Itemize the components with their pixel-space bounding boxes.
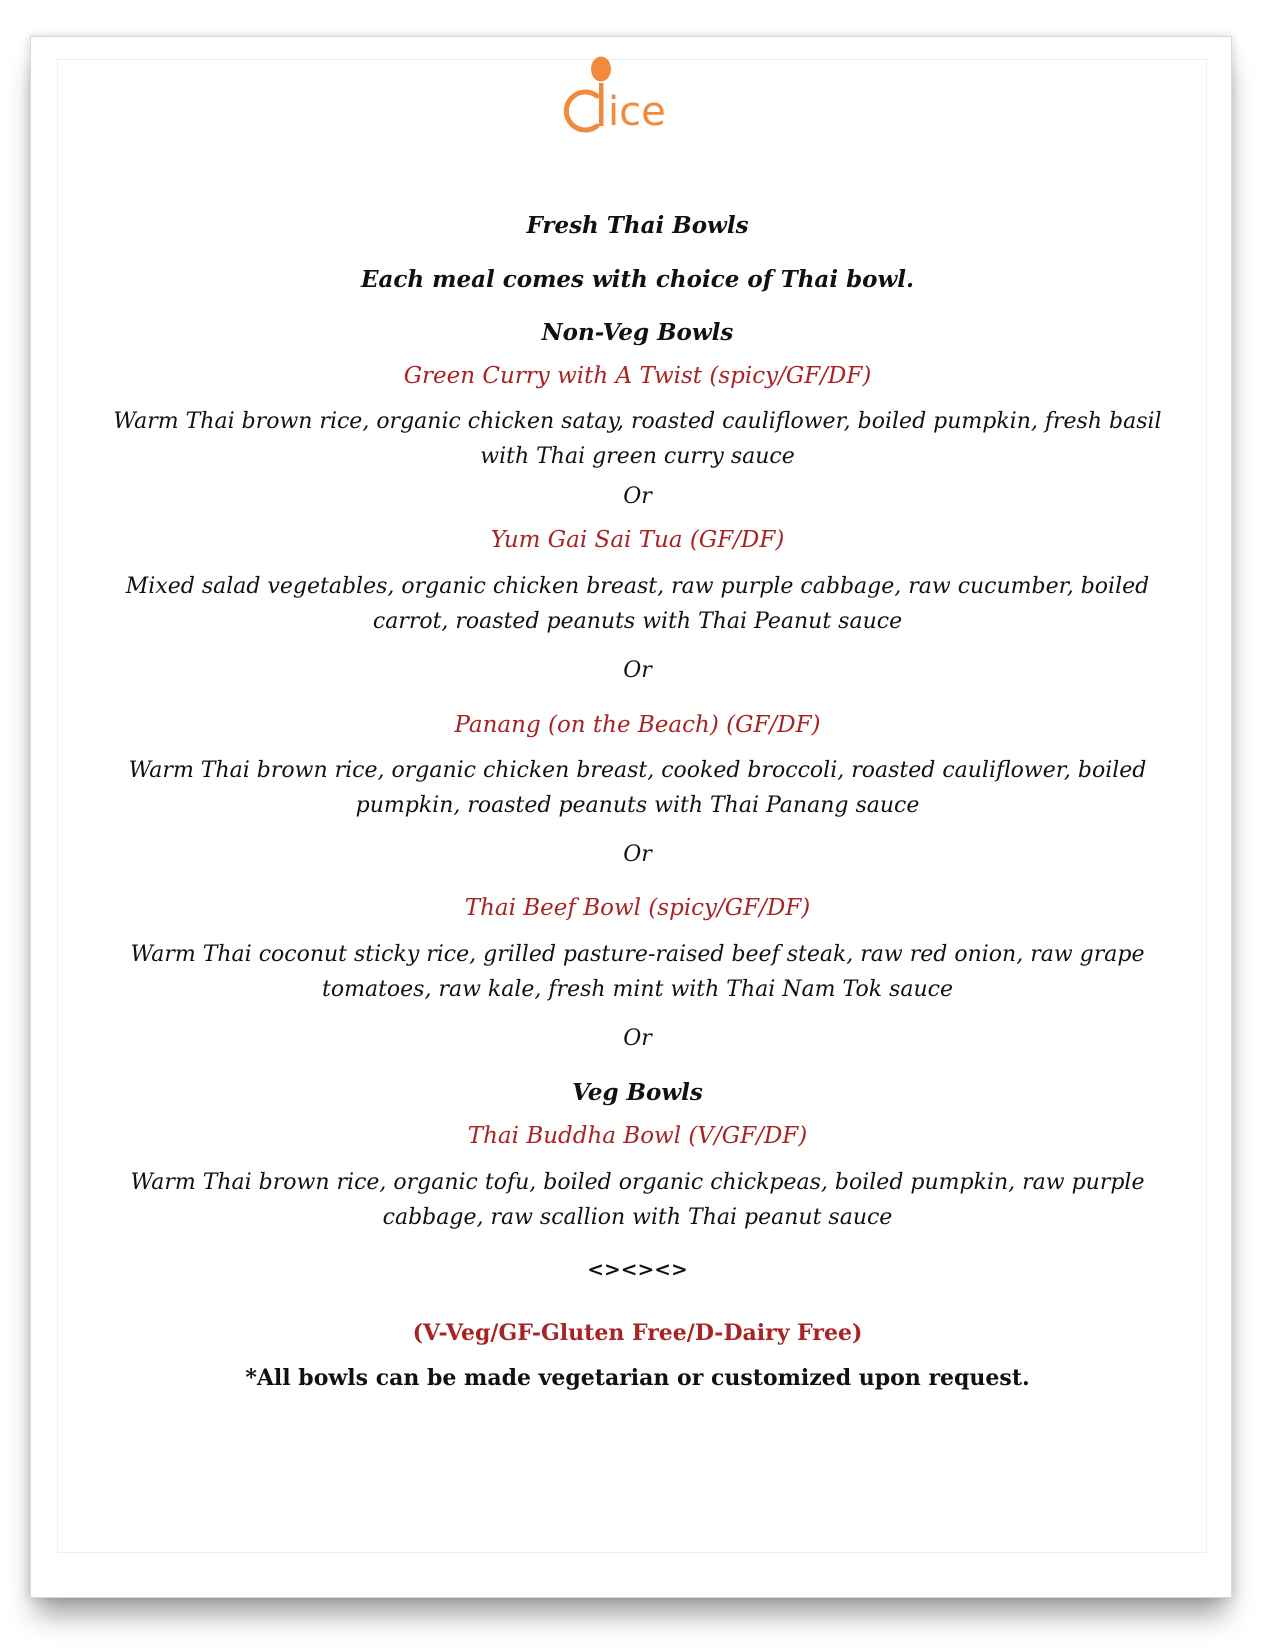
dish-name-thai-buddha-bowl: Thai Buddha Bowl (V/GF/DF) bbox=[467, 1123, 808, 1149]
dish-description-panang: Warm Thai brown rice, organic chicken breast, cooked broccoli, roasted cauliflower, boiled pumpkin, roasted peanuts with Thai Panang sauce bbox=[128, 758, 1147, 818]
logo-spoon-handle bbox=[599, 83, 604, 126]
logo-d-arc bbox=[566, 92, 597, 130]
logo-spoon-bowl bbox=[591, 57, 611, 82]
veg-heading: Veg Bowls bbox=[572, 1079, 703, 1106]
dish-description-yum-gai-sai-tua: Mixed salad vegetables, organic chicken breast, raw purple cabbage, raw cucumber, boiled carrot, roasted peanuts with Thai Peanut sauce bbox=[125, 574, 1150, 634]
non-veg-heading: Non-Veg Bowls bbox=[541, 319, 734, 346]
customization-footnote: *All bowls can be made vegetarian or customized upon request. bbox=[245, 1365, 1030, 1391]
dish-description-green-curry: Warm Thai brown rice, organic chicken satay, roasted cauliflower, boiled pumpkin, fresh basil with Thai green curry sauce bbox=[113, 409, 1162, 469]
dish-description-thai-buddha-bowl: Warm Thai brown rice, organic tofu, boiled organic chickpeas, boiled pumpkin, raw purple cabbage, raw scallion with Thai peanut sauce bbox=[130, 1170, 1145, 1230]
or-divider: Or bbox=[623, 658, 652, 683]
dish-name-panang: Panang (on the Beach) (GF/DF) bbox=[454, 712, 821, 738]
dietary-legend: (V-Veg/GF-Gluten Free/D-Dairy Free) bbox=[412, 1320, 863, 1346]
dish-description-thai-beef-bowl: Warm Thai coconut sticky rice, grilled pasture-raised beef steak, raw red onion, raw grape tomatoes, raw kale, fresh mint with Thai Nam Tok sauce bbox=[130, 942, 1145, 1002]
or-divider: Or bbox=[623, 484, 652, 509]
dish-name-yum-gai-sai-tua: Yum Gai Sai Tua (GF/DF) bbox=[490, 527, 785, 553]
section-separator: <><><> bbox=[587, 1257, 688, 1281]
menu-title: Fresh Thai Bowls bbox=[526, 212, 749, 239]
or-divider: Or bbox=[623, 842, 652, 867]
logo-wordmark: ice bbox=[608, 89, 666, 135]
dish-name-thai-beef-bowl: Thai Beef Bowl (spicy/GF/DF) bbox=[464, 895, 811, 921]
menu-subtitle: Each meal comes with choice of Thai bowl. bbox=[360, 266, 915, 293]
dish-name-green-curry: Green Curry with A Twist (spicy/GF/DF) bbox=[403, 363, 872, 389]
or-divider: Or bbox=[623, 1026, 652, 1051]
dice-logo bbox=[556, 46, 716, 146]
